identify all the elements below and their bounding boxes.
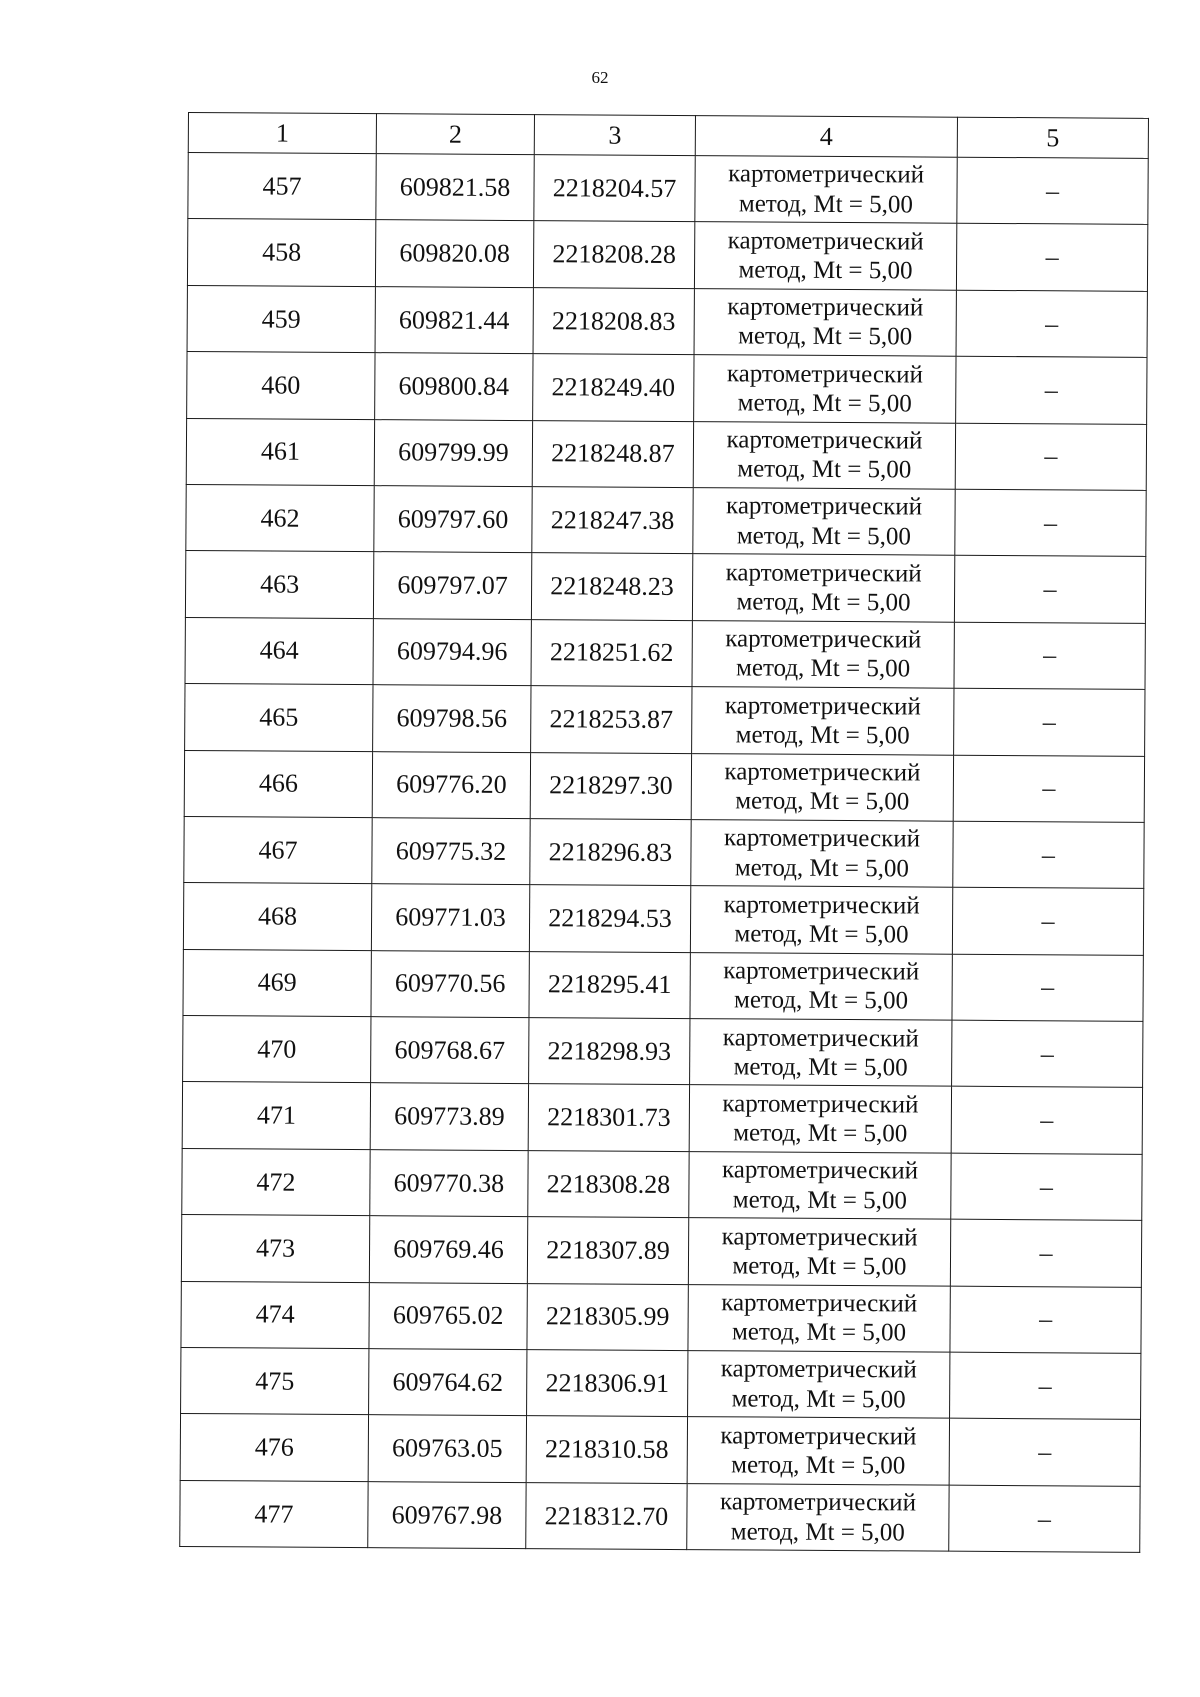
point-number-cell: 466 [184,750,372,818]
x-coordinate-cell: 609764.62 [369,1349,527,1416]
note-cell: – [950,1219,1141,1287]
table-row [180,1414,1140,1486]
method-line-1: картометрический [728,160,925,189]
y-coordinate-cell: 2218307.89 [527,1217,688,1284]
point-number-cell: 467 [184,816,372,884]
x-coordinate-cell: 609769.46 [369,1216,527,1283]
method-line-1: картометрический [723,891,920,920]
point-number-cell: 468 [183,883,371,951]
method-cell [688,1351,950,1419]
method-line-1: картометрический [725,625,922,654]
method-line-2: метод, Mt = 5,00 [738,322,913,351]
table-row [184,750,1144,822]
point-number-cell: 465 [185,684,373,752]
point-number-cell: 461 [186,418,374,486]
method-line-2: метод, Mt = 5,00 [731,1451,906,1480]
table-row [184,816,1144,888]
point-number-cell: 458 [187,219,375,287]
method-line-1: картометрический [726,359,923,389]
table-row [183,1016,1143,1088]
point-number-cell: 470 [183,1016,371,1084]
method-cell [690,952,952,1020]
x-coordinate-cell: 609768.67 [371,1017,529,1084]
y-coordinate-cell: 2218251.62 [531,619,692,686]
method-line-2: метод, Mt = 5,00 [730,1517,905,1546]
method-cell [692,554,954,622]
note-cell: – [950,1352,1141,1420]
note-cell: – [954,688,1145,756]
x-coordinate-cell: 609773.89 [370,1083,528,1150]
table-row [185,617,1145,689]
method-cell [689,1085,951,1153]
method-line-2: метод, Mt = 5,00 [731,1318,907,1347]
method-cell [694,222,956,290]
point-number-cell: 473 [181,1215,369,1283]
method-line-2: метод, Mt = 5,00 [738,190,914,219]
method-cell [692,687,954,755]
method-cell [694,288,956,356]
table-row [182,1082,1142,1154]
point-number-cell: 475 [181,1348,369,1416]
method-line-1: картометрический [727,227,924,256]
header-col-3: 3 [534,115,695,156]
header-col-1: 1 [188,113,376,154]
y-coordinate-cell: 2218249.40 [533,354,694,421]
x-coordinate-cell: 609794.96 [373,618,531,685]
method-line-2: метод, Mt = 5,00 [732,1185,907,1214]
table-row [183,883,1143,955]
method-line-1: картометрический [719,1488,917,1517]
table-body [180,153,1148,1553]
y-coordinate-cell: 2218204.57 [534,155,695,222]
y-coordinate-cell: 2218297.30 [530,752,691,819]
point-number-cell: 472 [182,1148,370,1216]
point-number-cell: 457 [188,153,376,221]
method-cell [692,620,954,688]
method-cell [690,1019,952,1087]
header-col-4: 4 [695,116,957,158]
note-cell: – [953,821,1144,889]
method-line-1: картометрический [724,758,921,787]
y-coordinate-cell: 2218305.99 [527,1283,688,1350]
table-row [186,484,1146,556]
table-row [187,285,1147,357]
note-cell: – [956,290,1147,358]
note-cell: – [956,356,1147,424]
method-line-1: картометрический [726,492,923,521]
note-cell: – [957,157,1148,225]
x-coordinate-cell: 609797.60 [374,486,532,553]
method-cell [695,156,957,224]
method-line-1: картометрический [722,1090,919,1119]
point-number-cell: 459 [187,285,375,353]
method-cell [693,421,955,489]
method-line-2: метод, Mt = 5,00 [734,920,909,949]
method-line-1: картометрический [720,1355,917,1384]
x-coordinate-cell: 609797.07 [373,552,531,619]
method-cell [691,819,953,887]
y-coordinate-cell: 2218306.91 [527,1350,688,1417]
y-coordinate-cell: 2218294.53 [529,885,690,952]
x-coordinate-cell: 609763.05 [368,1415,526,1482]
x-coordinate-cell: 609820.08 [375,220,533,287]
table-row [180,1480,1140,1552]
y-coordinate-cell: 2218296.83 [530,819,691,886]
method-line-1: картометрический [721,1156,919,1185]
y-coordinate-cell: 2218248.23 [531,553,692,620]
note-cell: – [951,1153,1142,1221]
table-row [182,1148,1142,1220]
x-coordinate-cell: 609770.38 [370,1149,528,1216]
note-cell: – [955,489,1146,557]
note-cell: – [954,622,1145,690]
method-line-2: метод, Mt = 5,00 [735,654,911,683]
y-coordinate-cell: 2218308.28 [528,1150,689,1217]
method-line-2: метод, Mt = 5,00 [733,1119,908,1148]
header-col-5: 5 [957,117,1148,158]
y-coordinate-cell: 2218312.70 [526,1482,687,1549]
table-row [181,1215,1141,1287]
x-coordinate-cell: 609767.98 [368,1481,526,1548]
method-line-2: метод, Mt = 5,00 [732,1252,907,1281]
table-row [185,551,1145,623]
x-coordinate-cell: 609771.03 [371,884,529,951]
method-cell [690,886,952,954]
method-line-2: метод, Mt = 5,00 [735,787,910,816]
method-cell [688,1284,950,1352]
header-row [188,113,1148,159]
x-coordinate-cell: 609798.56 [373,685,531,752]
x-coordinate-cell: 609821.58 [376,154,534,221]
note-cell: – [952,887,1143,955]
table-header [188,113,1148,159]
method-cell [687,1417,949,1485]
note-cell: – [954,556,1145,624]
note-cell: – [949,1485,1140,1553]
table-row [188,153,1148,225]
table-row [187,352,1147,424]
point-number-cell: 462 [186,484,374,552]
table-row [185,684,1145,756]
table-row [181,1348,1141,1420]
note-cell: – [951,1087,1142,1155]
method-line-2: метод, Mt = 5,00 [735,721,910,750]
method-cell [687,1483,949,1551]
x-coordinate-cell: 609770.56 [371,950,529,1017]
method-line-2: метод, Mt = 5,00 [736,522,912,551]
coordinates-table [179,112,1149,1553]
note-cell: – [952,1020,1143,1088]
x-coordinate-cell: 609776.20 [372,751,530,818]
note-cell: – [953,755,1144,823]
y-coordinate-cell: 2218298.93 [529,1018,690,1085]
page-number: 62 [591,68,609,87]
note-cell: – [956,224,1147,292]
point-number-cell: 477 [180,1480,368,1548]
y-coordinate-cell: 2218310.58 [526,1416,687,1483]
x-coordinate-cell: 609765.02 [369,1282,527,1349]
y-coordinate-cell: 2218247.38 [532,487,693,554]
method-line-2: метод, Mt = 5,00 [736,588,911,617]
method-line-1: картометрический [721,1289,918,1318]
point-number-cell: 464 [185,617,373,685]
table-row [183,949,1143,1021]
point-number-cell: 474 [181,1281,369,1349]
point-number-cell: 476 [180,1414,368,1482]
point-number-cell: 460 [187,352,375,420]
method-cell [693,488,955,556]
method-cell [691,753,953,821]
method-line-2: метод, Mt = 5,00 [731,1385,906,1414]
point-number-cell: 469 [183,949,371,1017]
y-coordinate-cell: 2218208.28 [533,221,694,288]
table-row [181,1281,1141,1353]
x-coordinate-cell: 609799.99 [374,419,532,486]
table-row [186,418,1146,490]
method-line-1: картометрический [723,824,921,853]
header-col-2: 2 [376,114,534,155]
method-line-1: картометрический [721,1222,918,1252]
method-line-1: картометрический [724,691,921,721]
note-cell: – [950,1286,1141,1354]
method-cell [694,355,956,423]
method-line-2: метод, Mt = 5,00 [738,256,913,285]
y-coordinate-cell: 2218208.83 [533,287,694,354]
note-cell: – [952,954,1143,1022]
point-number-cell: 471 [182,1082,370,1150]
y-coordinate-cell: 2218248.87 [532,420,693,487]
method-line-2: метод, Mt = 5,00 [737,389,912,418]
table-row [187,219,1147,291]
note-cell: – [955,423,1146,491]
x-coordinate-cell: 609800.84 [375,353,533,420]
method-line-1: картометрический [726,426,923,455]
y-coordinate-cell: 2218253.87 [531,686,692,753]
note-cell: – [949,1419,1140,1487]
method-line-1: картометрический [720,1422,917,1451]
method-line-1: картометрический [722,1023,919,1052]
x-coordinate-cell: 609775.32 [372,818,530,885]
point-number-cell: 463 [185,551,373,619]
y-coordinate-cell: 2218301.73 [528,1084,689,1151]
y-coordinate-cell: 2218295.41 [529,951,690,1018]
method-line-1: картометрический [723,957,920,986]
method-line-1: картометрический [727,293,924,322]
method-line-2: метод, Mt = 5,00 [737,455,912,484]
method-line-2: метод, Mt = 5,00 [734,853,909,883]
method-line-2: метод, Mt = 5,00 [733,986,909,1015]
x-coordinate-cell: 609821.44 [375,286,533,353]
method-cell [689,1151,951,1219]
method-line-2: метод, Mt = 5,00 [733,1053,908,1082]
method-cell [688,1218,950,1286]
method-line-1: картометрический [725,559,922,588]
